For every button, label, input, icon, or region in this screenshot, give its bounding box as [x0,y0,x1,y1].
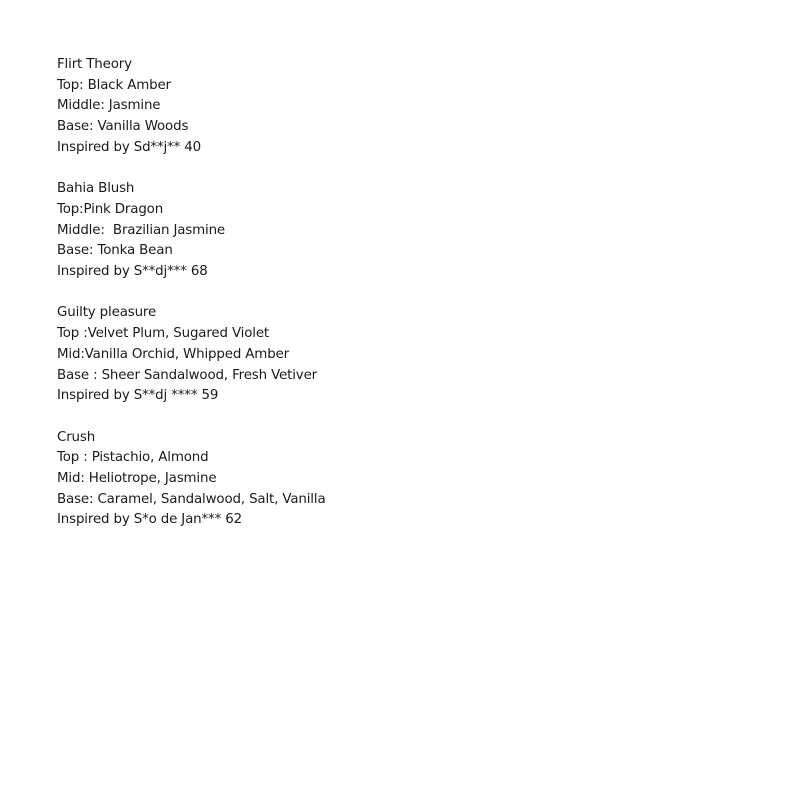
base-notes: Base: Vanilla Woods [57,119,189,135]
inspired-by: Inspired by S**dj **** 59 [57,388,219,404]
inspired-by: Inspired by Sd**j** 40 [57,139,202,155]
base-notes: Base: Caramel, Sandalwood, Salt, Vanilla [57,491,326,507]
base-notes: Base: Tonka Bean [57,243,173,259]
middle-notes: Middle: Jasmine [57,98,161,114]
inspired-by: Inspired by S*o de Jan*** 62 [57,512,242,528]
scent-block-guilty-pleasure [57,303,800,407]
top-notes: Top : Pistachio, Almond [57,450,209,466]
scent-name: Bahia Blush [57,181,135,197]
scent-name: Flirt Theory [57,57,132,72]
scent-block-crush [57,428,800,532]
base-notes: Base : Sheer Sandalwood, Fresh Vetiver [57,367,318,383]
inspired-by: Inspired by S**dj*** 68 [57,264,208,280]
scent-block-flirt-theory [57,55,800,159]
middle-notes: Mid:Vanilla Orchid, Whipped Amber [57,346,289,362]
top-notes: Top: Black Amber [57,77,171,93]
scent-name: Crush [57,429,96,445]
middle-notes: Mid: Heliotrope, Jasmine [57,471,217,487]
scent-block-bahia-blush [57,179,800,283]
middle-notes: Middle: Brazilian Jasmine [57,222,226,238]
scent-name: Guilty pleasure [57,305,157,321]
top-notes: Top :Velvet Plum, Sugared Violet [57,326,270,342]
top-notes: Top:Pink Dragon [57,201,164,217]
